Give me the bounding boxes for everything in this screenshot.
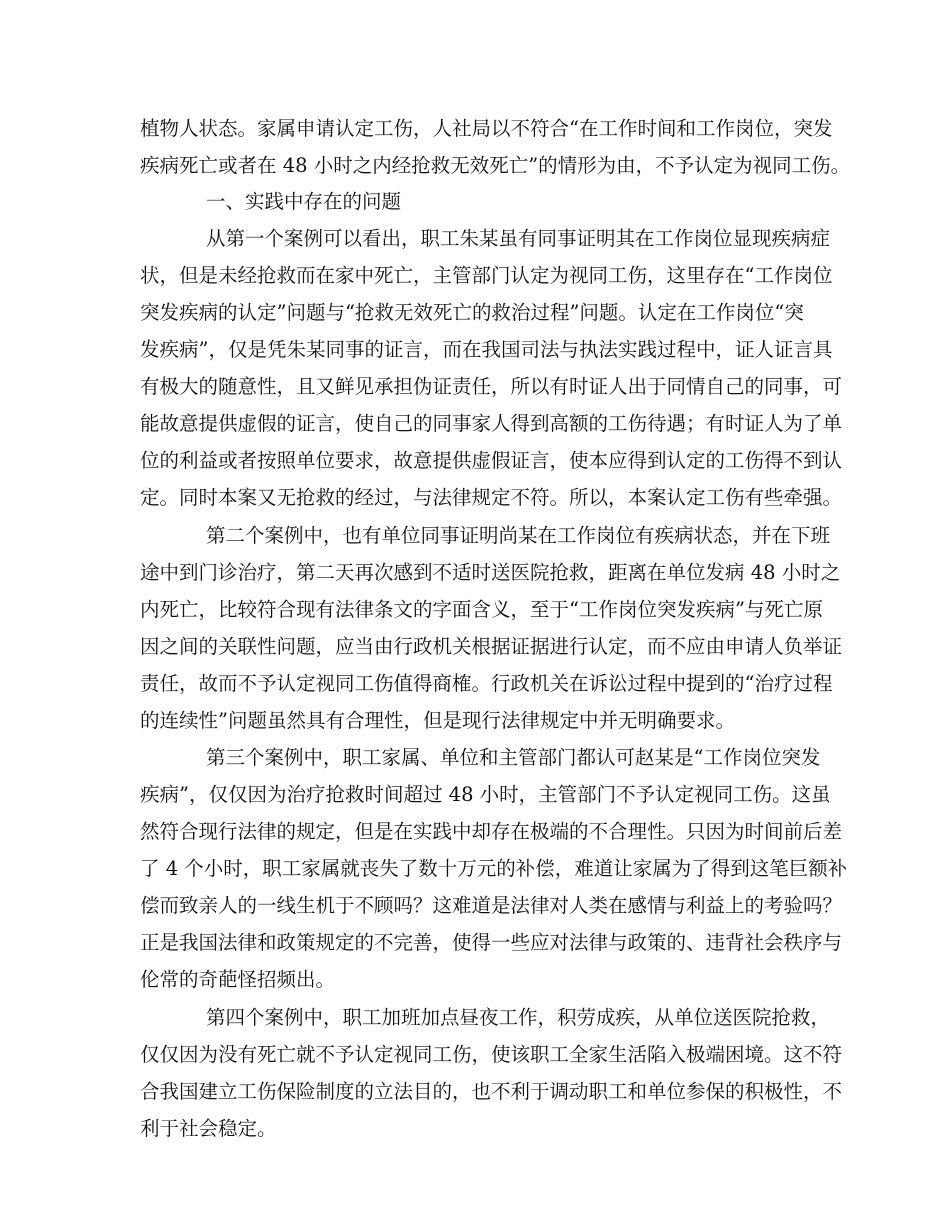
text-line: 有极大的随意性，且又鲜见承担伪证责任，所以有时证人出于同情自己的同事，可 — [140, 375, 843, 398]
text-line: 途中到门诊治疗，第二天再次感到不适时送医院抢救，距离在单位发病 48 小时之 — [140, 561, 841, 584]
text-line: 伦常的奇葩怪招频出。 — [140, 968, 336, 991]
text-line: 第四个案例中，职工加班加点昼夜工作，积劳成疾，从单位送医院抢救， — [206, 1006, 831, 1029]
text-line: 因之间的关联性问题，应当由行政机关根据证据进行认定，而不应由申请人负举证 — [140, 635, 843, 658]
text-line: 植物人状态。家属申请认定工伤，人社局以不符合“在工作时间和工作岗位，突发 — [140, 117, 833, 140]
text-line: 责任，故而不予认定视同工伤值得商榷。行政机关在诉讼过程中提到的“治疗过程 — [140, 672, 833, 695]
text-line: 第三个案例中，职工家属、单位和主管部门都认可赵某是“工作岗位突发 — [206, 746, 821, 769]
text-line: 第二个案例中，也有单位同事证明尚某在工作岗位有疾病状态，并在下班 — [206, 524, 831, 547]
text-line: 疾病死亡或者在 48 小时之内经抢救无效死亡”的情形为由，不予认定为视同工伤。 — [140, 154, 851, 177]
text-line: 从第一个案例可以看出，职工朱某虽有同事证明其在工作岗位显现疾病症 — [206, 227, 831, 250]
text-line: 突发疾病的认定”问题与“抢救无效死亡的救治过程”问题。认定在工作岗位“突 — [140, 301, 804, 324]
text-line: 位的利益或者按照单位要求，故意提供虚假证言，使本应得到认定的工伤得不到认 — [140, 449, 843, 472]
text-line: 利于社会稳定。 — [140, 1117, 277, 1140]
text-line: 状，但是未经抢救而在家中死亡，主管部门认定为视同工伤，这里存在“工作岗位 — [140, 264, 833, 287]
text-line: 然符合现行法律的规定，但是在实践中却存在极端的不合理性。只因为时间前后差 — [140, 820, 843, 843]
text-line: 正是我国法律和政策规定的不完善，使得一些应对法律与政策的、违背社会秩序与 — [140, 931, 843, 954]
text-line: 偿而致亲人的一线生机于不顾吗？这难道是法律对人类在感情与利益上的考验吗？ — [140, 894, 843, 917]
text-line: 了 4 个小时，职工家属就丧失了数十万元的补偿，难道让家属为了得到这笔巨额补 — [140, 857, 848, 880]
text-line: 疾病”，仅仅因为治疗抢救时间超过 48 小时，主管部门不予认定视同工伤。这虽 — [140, 783, 831, 806]
text-line: 发疾病”，仅是凭朱某同事的证言，而在我国司法与执法实践过程中，证人证言具 — [140, 338, 833, 361]
text-line: 的连续性”问题虽然具有合理性，但是现行法律规定中并无明确要求。 — [140, 709, 735, 732]
section-heading: 一、实践中存在的问题 — [206, 190, 402, 213]
text-line: 能故意提供虚假的证言，使自己的同事家人得到高额的工伤待遇；有时证人为了单 — [140, 412, 843, 435]
text-line: 定。同时本案又无抢救的经过，与法律规定不符。所以，本案认定工伤有些牵强。 — [140, 486, 843, 509]
text-line: 合我国建立工伤保险制度的立法目的，也不利于调动职工和单位参保的积极性，不 — [140, 1080, 843, 1103]
text-line: 内死亡，比较符合现有法律条文的字面含义，至于“工作岗位突发疾病”与死亡原 — [140, 598, 823, 621]
text-line: 仅仅因为没有死亡就不予认定视同工伤，使该职工全家生活陷入极端困境。这不符 — [140, 1043, 843, 1066]
